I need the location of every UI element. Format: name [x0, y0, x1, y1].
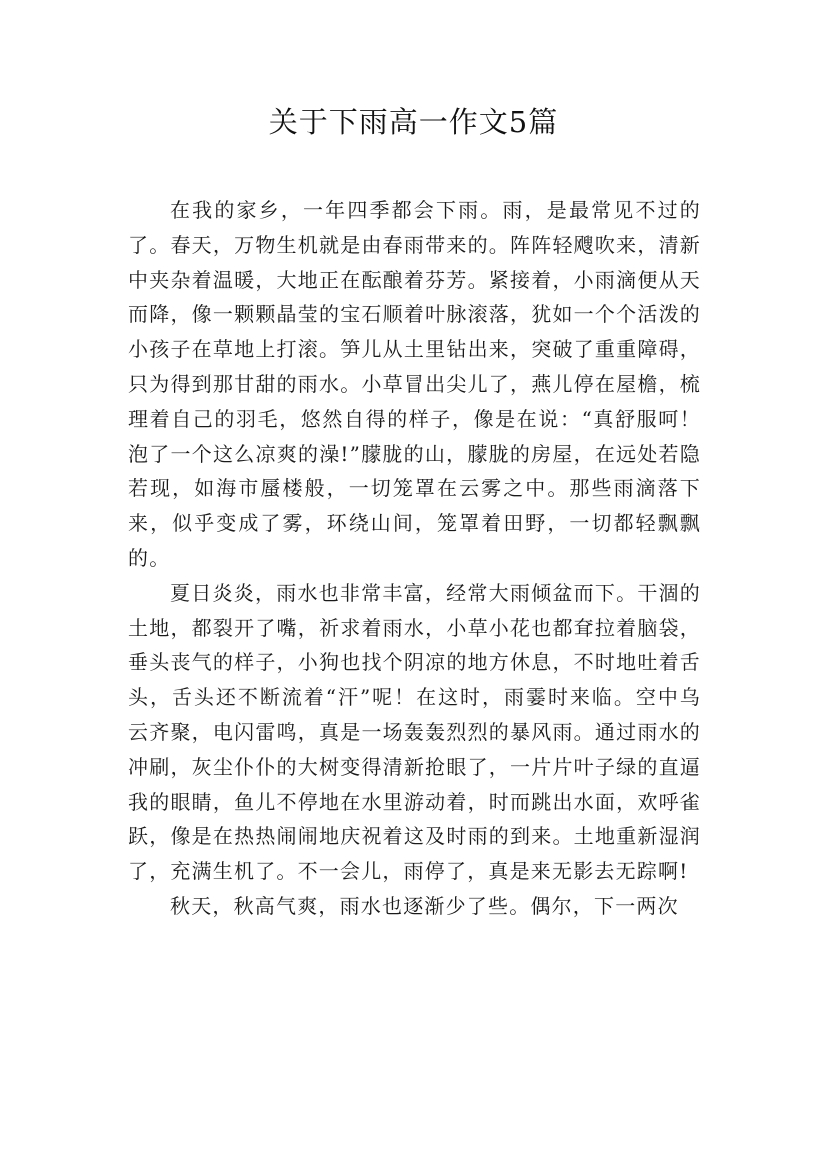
document-title: 关于下雨高一作文5篇 — [268, 105, 559, 139]
paragraph-spring: 在我的家乡，一年四季都会下雨。雨，是最常见不过的了。春天，万物生机就是由春雨带来的。阵阵轻飕吹来，清新中夹杂着温暖，大地正在酝酿着芬芳。紧接着，小雨滴便从天而降，像一颗颗晶莹的宝石顺着叶脉滚落，犹如一个个活泼的小孩子在草地上打滚。笋儿从土里钻出来，突破了重重障碍，只为得到那甘甜的雨水。小草冒出尖儿了，燕儿停在屋檐，梳理着自己的羽毛，悠然自得的样子，像是在说：“真舒服呵！泡了一个这么凉爽的澡!”朦胧的山，朦胧的房屋，在远处若隐若现，如海市蜃楼般，一切笼罩在云雾之中。那些雨滴落下来，似乎变成了雾，环绕山间，笼罩着田野，一切都轻飘飘的。 — [128, 198, 701, 570]
document-body — [128, 193, 701, 924]
paragraph-autumn: 秋天，秋高气爽，雨水也逐渐少了些。偶尔，下一两次 — [170, 893, 679, 918]
paragraph-summer: 夏日炎炎，雨水也非常丰富，经常大雨倾盆而下。干涸的土地，都裂开了嘴，祈求着雨水，小草小花也都耷拉着脑袋，垂头丧气的样子，小狗也找个阴凉的地方休息，不时地吐着舌头，舌头还不断流着“汗”呢！在这时，雨霎时来临。空中乌云齐聚，电闪雷鸣，真是一场轰轰烈烈的暴风雨。通过雨水的冲刷，灰尘仆仆的大树变得清新抢眼了，一片片叶子绿的直逼我的眼睛，鱼儿不停地在水里游动着，时而跳出水面，欢呼雀跃，像是在热热闹闹地庆祝着这及时雨的到来。土地重新湿润了，充满生机了。不一会儿，雨停了，真是来无影去无踪啊! — [128, 580, 701, 884]
